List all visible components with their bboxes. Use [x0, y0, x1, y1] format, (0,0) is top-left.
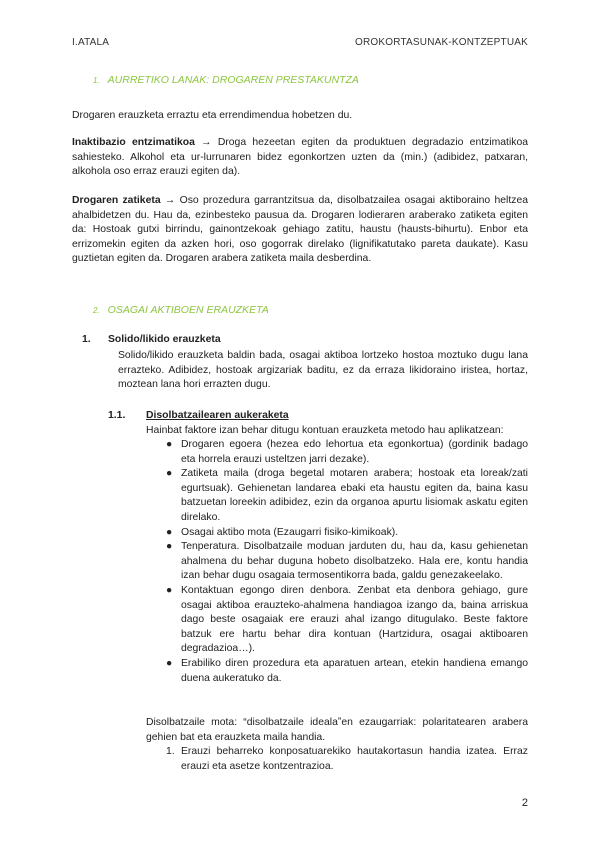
list-item: 1. Erauzi beharreko konposatuarekiko hautakortasun handia izatea. Erraz erauzi eta asetze kontzentrazioa. [166, 746, 528, 772]
inaktibazio-arrow: → [201, 137, 212, 148]
list-item: ● Erabiliko diren prozedura eta aparatuen artean, etekin handiena emango duena aukeratuko da. [166, 657, 528, 684]
zatiketa-arrow: → [164, 195, 176, 206]
inaktibazio-text: Droga hezeetan egiten da produktuen degradazio entzimatikoa sahiesteko. Alkohol eta ur-lurrunaren bidez egonkortzen uzten da (min.) (adibidez, patxaran, alkohola oso erraz erauzi egiten da). [72, 137, 529, 178]
inaktibazio-paragraph [72, 136, 528, 180]
list-item-number: 1. [166, 746, 175, 757]
subsection-1-1-text: Hainbat faktore izan behar ditugu kontuan erauzketa metodo hau aplikatzean: [146, 425, 504, 436]
numbered-list [146, 745, 528, 774]
section-1-title: AURRETIKO LANAK: DROGAREN PRESTAKUNTZA [107, 74, 359, 86]
header-right: OROKORTASUNAK-KONTZEPTUAK [355, 37, 528, 48]
header-left: I.ATALA [72, 37, 110, 48]
intro-paragraph: Drogaren erauzketa erraztu eta errendimendua hobetzen du. [72, 110, 353, 121]
subsection-1-title: Solido/likido erauzketa [108, 334, 221, 345]
inaktibazio-term: Inaktibazio entzimatikoa [72, 137, 195, 148]
list-item: ● Zatiketa maila (droga begetal motaren arabera; hostoak eta loreak/zati egurtsuak). Gehienetan landarea ebaki eta haustu egiten da, baina kasu batzuetan loreekin adibidez, ezin da organoa apurtu lisiomak askatu egiten direlako. [166, 468, 528, 523]
factor-list [146, 438, 528, 686]
subsection-1-1-number: 1.1. [108, 410, 126, 421]
list-item: ● Kontaktuan egongo diren denbora. Zenbat eta denbora gehiago, gure osagai aktiboa erauzteko-ahalmena handiagoa izango da, baina arriskua dago beste osagaiak ere erauzi ahal izango ditugulako. Beste faktore batzuk ere hartu behar dira kontuan (Hartzidura, osagai aktiboaren degradazioa…). [166, 584, 528, 655]
bullet-icon: ● [166, 468, 173, 480]
zatiketa-text: Oso prozedura garrantzitsua da, disolbatzailea osagai aktiboraino heltzea ahalbidetzen du. Hau da, ezinbesteko pausua da. Drogaren lodieraren araberako zatiketa egiten da: Hostoak gutxi birrindu, gainontzekoak gehiago zatitu, haustu (hausts-bihurtu). Enbor eta errizomekin egiten da azken hori, oso gogorrak direlako (lignifikatutako pareta daukate). Kasu guztietan egiten da. Drogaren arabera zatiketa maila desberdina. [72, 195, 529, 265]
section-2-number: 2. [93, 306, 100, 315]
zatiketa-term: Drogaren zatiketa [72, 195, 161, 206]
section-1-heading [93, 74, 359, 86]
subsection-1-text: Solido/likido erauzketa baldin bada, osagai aktiboa lortzeko hostoa moztuko dugu lana errazteko. Adibidez, hostoak argizariak baditu, ez da erraza likidoraino iristea, hortaz, moztean lana hori errazten dugu. [118, 350, 528, 391]
bullet-icon: ● [166, 439, 173, 450]
bullet-icon: ● [166, 541, 173, 553]
bullet-icon: ● [166, 584, 173, 596]
section-2-title: OSAGAI AKTIBOEN ERAUZKETA [107, 304, 269, 316]
list-item: ● Tenperatura. Disolbatzaile moduan jarduten du, hau da, kasu gehienetan ahalmena du behar duguna hobeto disolbatzeko. Hala ere, kontu handia izan behar dugu osagaia termosentikorra bada, galdu genezakeelako. [166, 541, 528, 582]
disolbatzaile-text: Disolbatzaile mota: “disolbatzaile idealaˮen ezaugarriak: polaritatearen arabera gehien bat eta erauzketa maila handia. [146, 717, 528, 743]
bullet-icon: ● [166, 526, 173, 538]
list-item: ● Osagai aktibo mota (Ezaugarri fisiko-kimikoak). [146, 526, 528, 541]
zatiketa-paragraph [72, 194, 528, 267]
subsection-1-1-title: Disolbatzailearen aukeraketa [146, 410, 289, 421]
section-1-number: 1. [93, 76, 100, 85]
page-number: 2 [521, 797, 528, 809]
section-2-heading [93, 304, 269, 316]
bullet-icon: ● [166, 657, 173, 669]
list-item: ● Drogaren egoera (hezea edo lehortua eta egonkortua) (gordinik badago eta horrela erauzi usteltzen jarri dezake). [166, 439, 528, 465]
subsection-1-number: 1. [82, 334, 91, 345]
